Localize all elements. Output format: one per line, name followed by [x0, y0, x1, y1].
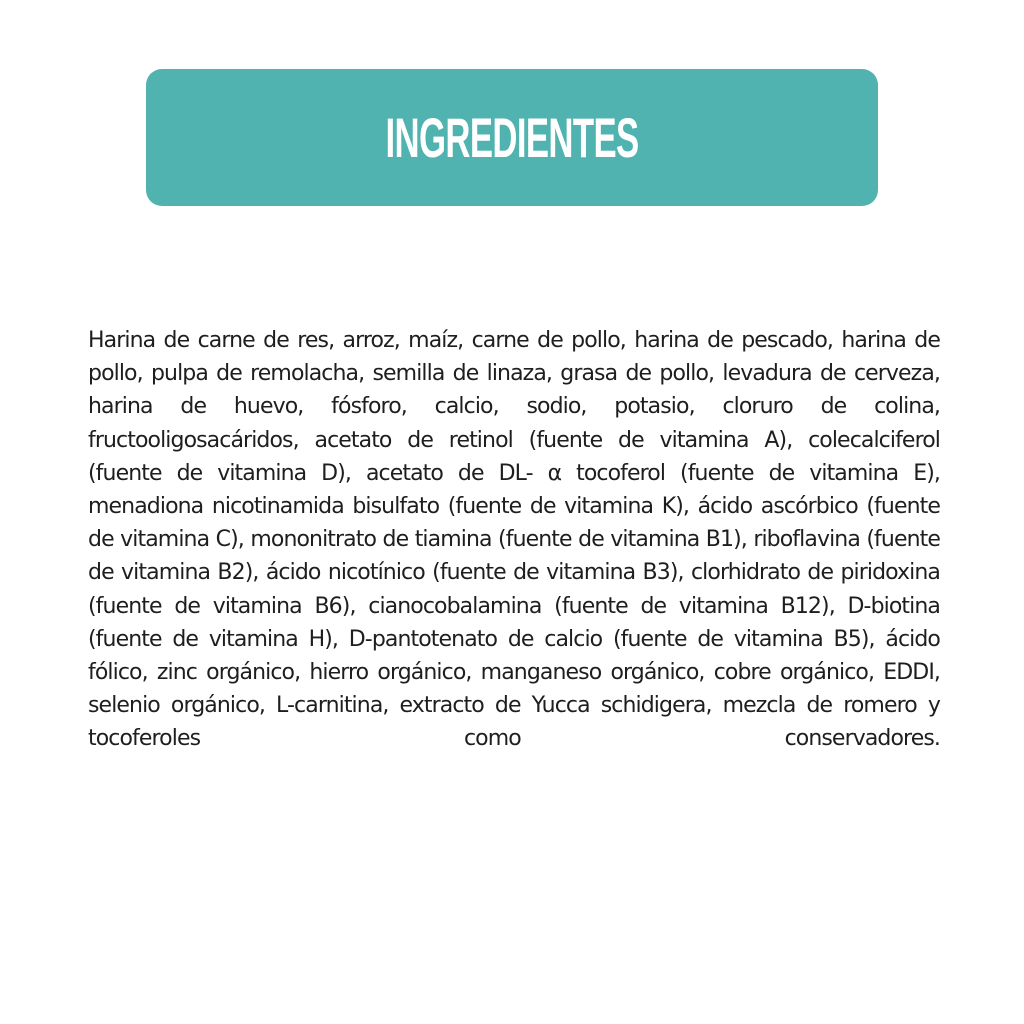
title-banner [146, 69, 878, 206]
ingredients-paragraph: Harina de carne de res, arroz, maíz, carne de pollo, harina de pescado, harina de pollo, pulpa de remolacha, semilla de linaza, grasa de pollo, levadura de cerveza, harina de huevo, fósforo, calcio, sodio, potasio, cloruro de colina, fructooligosacáridos, acetato de retinol (fuente de vitamina A), colecalciferol (fuente de vitamina D), acetato de DL- α tocoferol (fuente de vitamina E), menadiona nicotinamida bisulfato (fuente de vitamina K), ácido ascórbico (fuente de vitamina C), mononitrato de tiamina (fuente de vitamina B1), riboflavina (fuente de vitamina B2), ácido nicotínico (fuente de vitamina B3), clorhidrato de piridoxina (fuente de vitamina B6), cianocobalamina (fuente de vitamina B12), D-biotina (fuente de vitamina H), D-pantotenato de calcio (fuente de vitamina B5), ácido fólico, zinc orgánico, hierro orgánico, manganeso orgánico, cobre orgánico, EDDI, selenio orgánico, L-carnitina, extracto de Yucca schidigera, mezcla de romero y tocoferoles como conservadores. [88, 328, 940, 752]
page-title: INGREDIENTES [385, 105, 639, 169]
